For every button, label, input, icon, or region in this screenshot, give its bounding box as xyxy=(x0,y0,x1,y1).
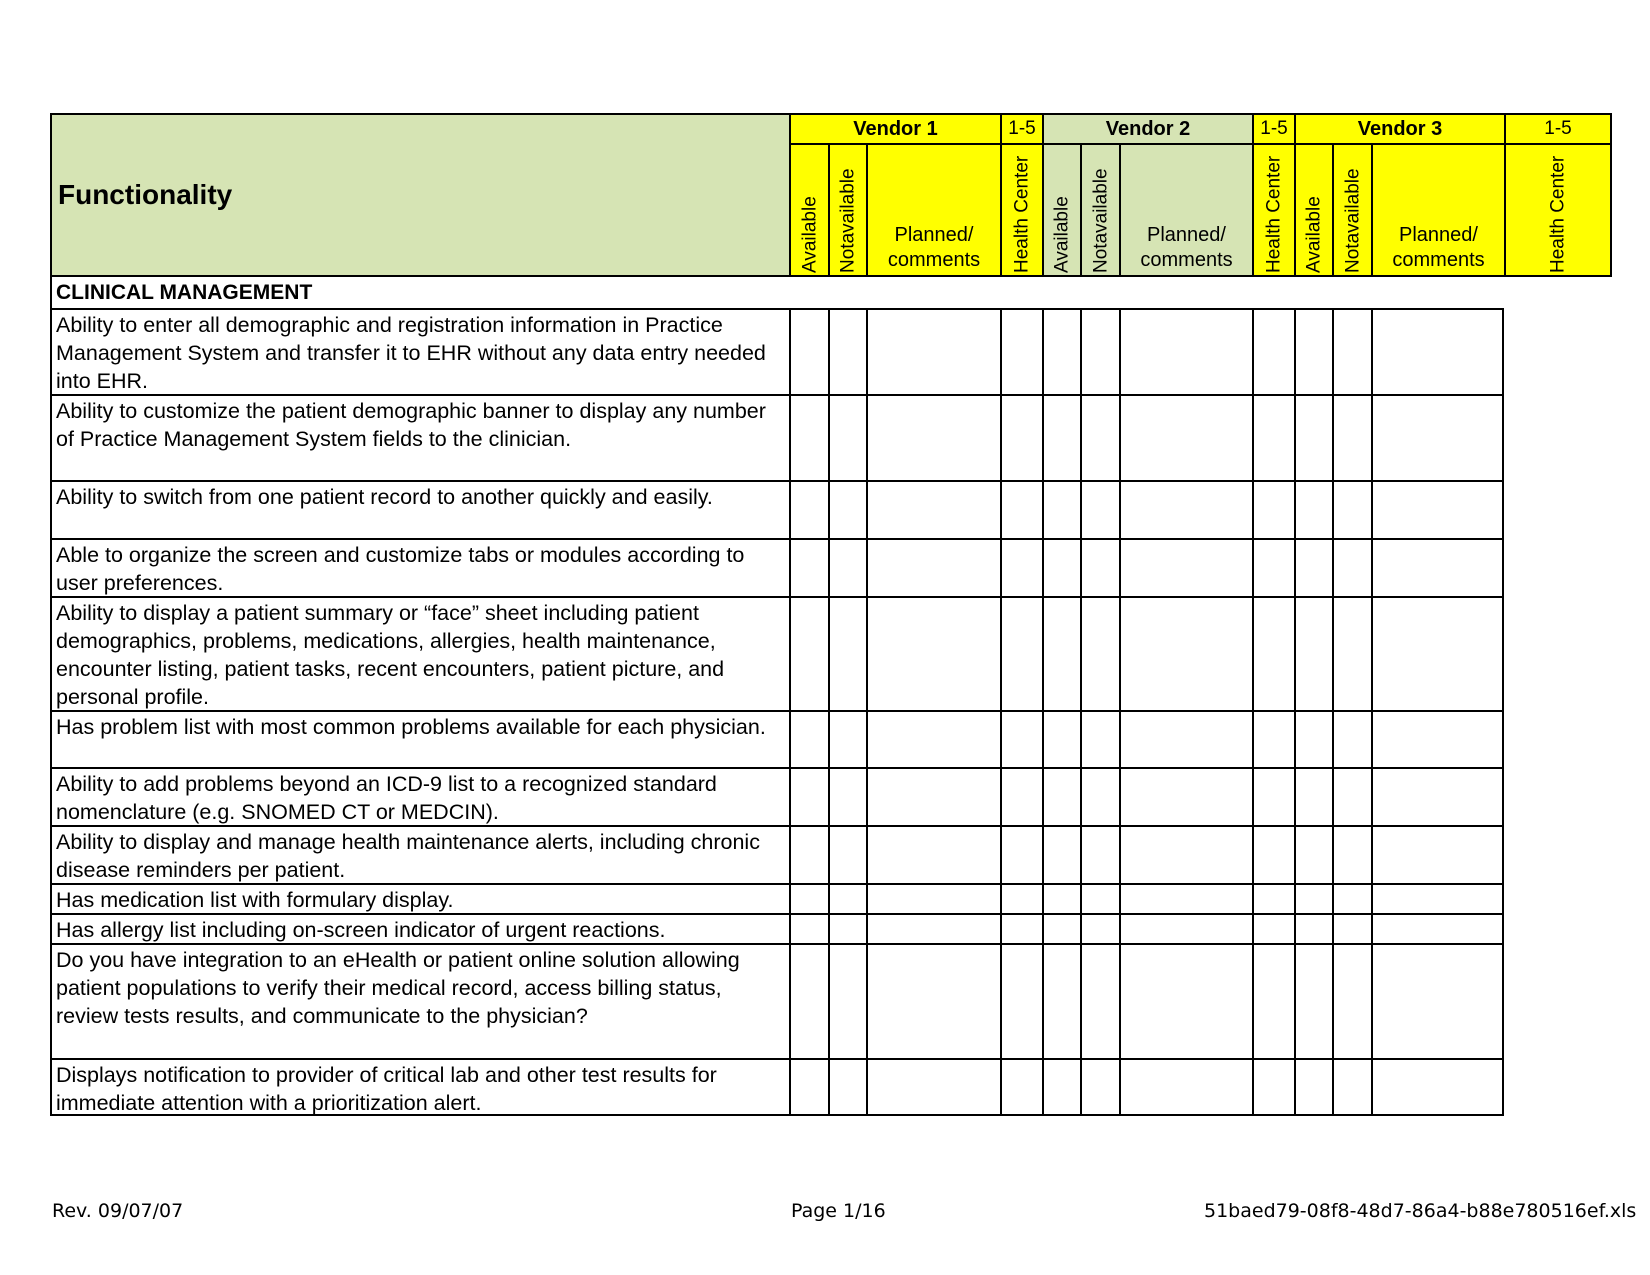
rating-cell[interactable] xyxy=(789,943,828,1058)
rating-cell[interactable] xyxy=(1332,596,1371,710)
revision-label: Rev. 09/07/07 xyxy=(52,1200,184,1222)
requirement-text: Displays notification to provider of critical lab and other test results for immediate attention with a prioritization alert. xyxy=(50,1058,789,1116)
vendor-1-header: Vendor 1 xyxy=(789,113,1000,145)
available-label: Available xyxy=(799,196,820,273)
rating-cell[interactable] xyxy=(1080,596,1119,710)
rating-cell[interactable] xyxy=(1252,943,1294,1058)
rating-cell[interactable] xyxy=(828,538,866,596)
vendor-1-planned-header xyxy=(866,145,1000,277)
rating-cell[interactable] xyxy=(1042,825,1080,883)
rating-cell[interactable] xyxy=(1119,1058,1252,1116)
vendor-3-header: Vendor 3 xyxy=(1294,113,1504,145)
vendor-2-available-header xyxy=(1042,145,1080,277)
rating-cell[interactable] xyxy=(866,538,1000,596)
rating-cell[interactable] xyxy=(1371,480,1504,538)
rating-cell[interactable] xyxy=(1080,308,1119,394)
health-center-label: Health Center xyxy=(1263,155,1285,273)
rating-cell[interactable] xyxy=(1252,913,1294,943)
rating-cell[interactable] xyxy=(1119,767,1252,825)
rating-cell[interactable] xyxy=(866,767,1000,825)
requirement-text: Ability to switch from one patient record to another quickly and easily. xyxy=(50,480,789,538)
rating-cell[interactable] xyxy=(1119,480,1252,538)
rating-cell[interactable] xyxy=(828,767,866,825)
rating-cell[interactable] xyxy=(1294,883,1332,913)
rating-cell[interactable] xyxy=(1000,767,1042,825)
vendor-3-not-available-header xyxy=(1332,145,1371,277)
rating-cell[interactable] xyxy=(1252,308,1294,394)
rating-cell[interactable] xyxy=(1119,883,1252,913)
rating-cell[interactable] xyxy=(1371,913,1504,943)
rating-cell[interactable] xyxy=(1252,710,1294,767)
comments-label: comments xyxy=(1392,249,1485,271)
requirement-text: Has problem list with most common problems available for each physician. xyxy=(50,710,789,767)
rating-cell[interactable] xyxy=(1042,596,1080,710)
rating-cell[interactable] xyxy=(1000,1058,1042,1116)
rating-cell[interactable] xyxy=(828,480,866,538)
rating-cell[interactable] xyxy=(866,710,1000,767)
requirement-text: Ability to display and manage health maintenance alerts, including chronic disease reminders per patient. xyxy=(50,825,789,883)
rating-cell[interactable] xyxy=(789,596,828,710)
rating-cell[interactable] xyxy=(1294,767,1332,825)
rating-cell[interactable] xyxy=(1332,538,1371,596)
rating-cell[interactable] xyxy=(1000,596,1042,710)
rating-cell[interactable] xyxy=(1119,308,1252,394)
rating-cell[interactable] xyxy=(1294,825,1332,883)
requirement-text: Has medication list with formulary display. xyxy=(50,883,789,913)
rating-cell[interactable] xyxy=(1252,480,1294,538)
rating-cell[interactable] xyxy=(1252,596,1294,710)
rating-cell[interactable] xyxy=(1294,538,1332,596)
rating-cell[interactable] xyxy=(1371,710,1504,767)
functionality-header-cell xyxy=(50,113,789,277)
rating-cell[interactable] xyxy=(1252,825,1294,883)
rating-cell[interactable] xyxy=(1080,825,1119,883)
rating-cell[interactable] xyxy=(1252,767,1294,825)
rating-cell[interactable] xyxy=(1294,710,1332,767)
rating-cell[interactable] xyxy=(1000,538,1042,596)
rating-cell[interactable] xyxy=(1371,1058,1504,1116)
section-title: CLINICAL MANAGEMENT xyxy=(50,277,789,308)
rating-cell[interactable] xyxy=(1119,596,1252,710)
rating-cell[interactable] xyxy=(1080,538,1119,596)
rating-cell[interactable] xyxy=(1000,480,1042,538)
requirement-text: Do you have integration to an eHealth or patient online solution allowing patient populations to verify their medical record, access billing status, review tests results, and communicate to the physician? xyxy=(50,943,789,1058)
rating-cell[interactable] xyxy=(789,913,828,943)
rating-cell[interactable] xyxy=(1332,308,1371,394)
rating-cell[interactable] xyxy=(1042,480,1080,538)
planned-label: Planned/ xyxy=(1399,224,1478,246)
rating-cell[interactable] xyxy=(1042,538,1080,596)
rating-cell[interactable] xyxy=(866,825,1000,883)
vendor-1-scale: 1-5 xyxy=(1000,113,1042,145)
rating-cell[interactable] xyxy=(1371,596,1504,710)
rating-cell[interactable] xyxy=(1371,767,1504,825)
rating-cell[interactable] xyxy=(1080,710,1119,767)
rating-cell[interactable] xyxy=(1042,394,1080,480)
rating-cell[interactable] xyxy=(1042,913,1080,943)
rating-cell[interactable] xyxy=(1294,308,1332,394)
rating-cell[interactable] xyxy=(1119,538,1252,596)
rating-cell[interactable] xyxy=(1080,767,1119,825)
rating-cell[interactable] xyxy=(789,538,828,596)
rating-cell[interactable] xyxy=(1294,943,1332,1058)
health-center-label: Health Center xyxy=(1011,155,1033,273)
rating-cell[interactable] xyxy=(1042,1058,1080,1116)
rating-cell[interactable] xyxy=(1252,394,1294,480)
requirement-text: Able to organize the screen and customize tabs or modules according to user preferences. xyxy=(50,538,789,596)
rating-cell[interactable] xyxy=(866,1058,1000,1116)
rating-cell[interactable] xyxy=(828,710,866,767)
rating-cell[interactable] xyxy=(1000,825,1042,883)
vendor-1-health-center-header xyxy=(1000,145,1042,277)
rating-cell[interactable] xyxy=(1119,913,1252,943)
rating-cell[interactable] xyxy=(1332,394,1371,480)
rating-cell[interactable] xyxy=(1371,943,1504,1058)
vendor-2-not-available-header xyxy=(1080,145,1119,277)
rating-cell[interactable] xyxy=(1332,913,1371,943)
rating-cell[interactable] xyxy=(828,308,866,394)
rating-cell[interactable] xyxy=(1252,538,1294,596)
rating-cell[interactable] xyxy=(1080,1058,1119,1116)
rating-cell[interactable] xyxy=(1000,943,1042,1058)
requirement-text: Has allergy list including on-screen indicator of urgent reactions. xyxy=(50,913,789,943)
rating-cell[interactable] xyxy=(1332,710,1371,767)
vendor-2-health-center-header xyxy=(1252,145,1294,277)
rating-cell[interactable] xyxy=(1042,943,1080,1058)
rating-cell[interactable] xyxy=(1252,883,1294,913)
rating-cell[interactable] xyxy=(1332,1058,1371,1116)
requirement-text: Ability to display a patient summary or “face” sheet including patient demographics, problems, medications, allergies, health maintenance, encounter listing, patient tasks, recent encounters, patient picture, and personal profile. xyxy=(50,596,789,710)
rating-cell[interactable] xyxy=(866,943,1000,1058)
vendor-3-scale: 1-5 xyxy=(1504,113,1612,145)
rating-cell[interactable] xyxy=(1371,883,1504,913)
rating-cell[interactable] xyxy=(1080,913,1119,943)
not-available-label: Notavailable xyxy=(1342,168,1363,273)
vendor-3-planned-header xyxy=(1371,145,1504,277)
not-available-label: Notavailable xyxy=(1090,168,1111,273)
vendor-1-available-header xyxy=(789,145,828,277)
rating-cell[interactable] xyxy=(828,825,866,883)
rating-cell[interactable] xyxy=(789,710,828,767)
vendor-2-header: Vendor 2 xyxy=(1042,113,1252,145)
vendor-2-planned-header xyxy=(1119,145,1252,277)
evaluation-table xyxy=(50,113,1612,1116)
rating-cell[interactable] xyxy=(789,825,828,883)
rating-cell[interactable] xyxy=(828,883,866,913)
comments-label: comments xyxy=(1140,249,1233,271)
rating-cell[interactable] xyxy=(1000,308,1042,394)
rating-cell[interactable] xyxy=(1042,883,1080,913)
rating-cell[interactable] xyxy=(828,913,866,943)
rating-cell[interactable] xyxy=(1042,308,1080,394)
available-label: Available xyxy=(1303,196,1325,273)
rating-cell[interactable] xyxy=(828,943,866,1058)
functionality-header: Functionality xyxy=(58,179,233,210)
rating-cell[interactable] xyxy=(789,883,828,913)
rating-cell[interactable] xyxy=(1294,394,1332,480)
rating-cell[interactable] xyxy=(1294,1058,1332,1116)
rating-cell[interactable] xyxy=(1119,394,1252,480)
rating-cell[interactable] xyxy=(1371,308,1504,394)
rating-cell[interactable] xyxy=(1000,394,1042,480)
planned-label: Planned/ xyxy=(1147,224,1226,246)
comments-label: comments xyxy=(887,249,981,271)
rating-cell[interactable] xyxy=(866,308,1000,394)
rating-cell[interactable] xyxy=(789,1058,828,1116)
not-available-label: Notavailable xyxy=(837,168,859,273)
rating-cell[interactable] xyxy=(1294,913,1332,943)
rating-cell[interactable] xyxy=(1000,710,1042,767)
rating-cell[interactable] xyxy=(1332,825,1371,883)
vendor-1-not-available-header xyxy=(828,145,866,277)
rating-cell[interactable] xyxy=(866,394,1000,480)
rating-cell[interactable] xyxy=(1332,767,1371,825)
available-label: Available xyxy=(1051,196,1073,273)
rating-cell[interactable] xyxy=(789,394,828,480)
rating-cell[interactable] xyxy=(1371,394,1504,480)
rating-cell[interactable] xyxy=(1371,538,1504,596)
vendor-3-health-center-header xyxy=(1504,145,1612,277)
rating-cell[interactable] xyxy=(1294,480,1332,538)
rating-cell[interactable] xyxy=(1042,710,1080,767)
rating-cell[interactable] xyxy=(866,480,1000,538)
rating-cell[interactable] xyxy=(1332,480,1371,538)
rating-cell[interactable] xyxy=(1252,1058,1294,1116)
rating-cell[interactable] xyxy=(866,883,1000,913)
rating-cell[interactable] xyxy=(1080,883,1119,913)
requirement-text: Ability to add problems beyond an ICD-9 list to a recognized standard nomenclature (e.g. SNOMED CT or MEDCIN). xyxy=(50,767,789,825)
rating-cell[interactable] xyxy=(1371,825,1504,883)
rating-cell[interactable] xyxy=(1119,943,1252,1058)
rating-cell[interactable] xyxy=(866,596,1000,710)
health-center-label: Health Center xyxy=(1547,155,1569,273)
rating-cell[interactable] xyxy=(1042,767,1080,825)
vendor-3-available-header xyxy=(1294,145,1332,277)
rating-cell[interactable] xyxy=(828,394,866,480)
vendor-2-scale: 1-5 xyxy=(1252,113,1294,145)
rating-cell[interactable] xyxy=(1119,825,1252,883)
rating-cell[interactable] xyxy=(789,767,828,825)
file-name: 51baed79-08f8-48d7-86a4-b88e780516ef.xls xyxy=(1204,1200,1637,1222)
rating-cell[interactable] xyxy=(1332,943,1371,1058)
rating-cell[interactable] xyxy=(789,480,828,538)
rating-cell[interactable] xyxy=(1294,596,1332,710)
requirement-text: Ability to customize the patient demographic banner to display any number of Practice Management System fields to the clinician. xyxy=(50,394,789,480)
rating-cell[interactable] xyxy=(1332,883,1371,913)
rating-cell[interactable] xyxy=(828,1058,866,1116)
rating-cell[interactable] xyxy=(1000,883,1042,913)
rating-cell[interactable] xyxy=(1080,943,1119,1058)
rating-cell[interactable] xyxy=(1000,913,1042,943)
rating-cell[interactable] xyxy=(828,596,866,710)
rating-cell[interactable] xyxy=(1080,480,1119,538)
rating-cell[interactable] xyxy=(866,913,1000,943)
rating-cell[interactable] xyxy=(1080,394,1119,480)
page-number: Page 1/16 xyxy=(791,1200,886,1222)
planned-label: Planned/ xyxy=(894,224,974,246)
rating-cell[interactable] xyxy=(1119,710,1252,767)
requirement-text: Ability to enter all demographic and registration information in Practice Management System and transfer it to EHR without any data entry needed into EHR. xyxy=(50,308,789,394)
rating-cell[interactable] xyxy=(789,308,828,394)
